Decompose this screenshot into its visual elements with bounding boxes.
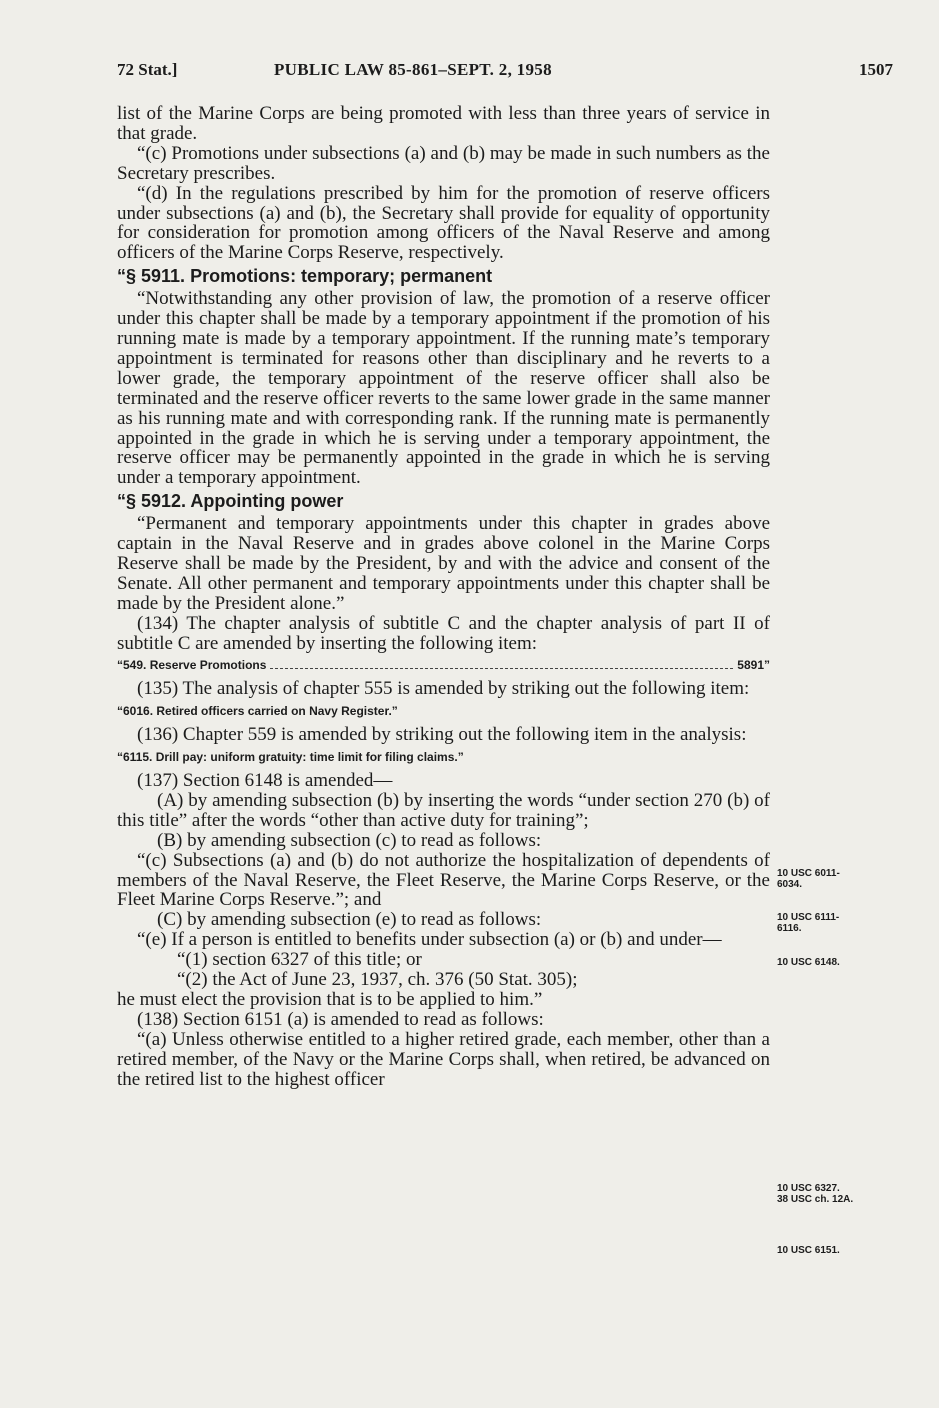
paragraph: (134) The chapter analysis of subtitle C and the chapter analysis of part II of subtitle C are amended by inserting the following item: [117,612,770,654]
section-heading-5911: “§ 5911. Promotions: temporary; permanent [117,266,493,287]
margin-citation: 10 USC 6111- 6116. [777,912,840,934]
margin-citation: 10 USC 6327. 38 USC ch. 12A. [777,1183,854,1205]
paragraph: (C) by amending subsection (e) to read as follows: [157,909,542,931]
paragraph: (A) by amending subsection (b) by inserting the words “under section 270 (b) of this title” after the words “other than active duty for training”; [117,789,770,831]
analysis-item-549 [117,656,770,676]
paragraph: (135) The analysis of chapter 555 is amended by striking out the following item: [137,678,750,700]
paragraph: “(a) Unless otherwise entitled to a higher retired grade, each member, other than a retired member, of the Navy or the Marine Corps shall, when retired, be advanced on the retired list to the highest officer [117,1028,770,1090]
paragraph: (B) by amending subsection (c) to read as follows: [157,829,542,851]
paragraph: (138) Section 6151 (a) is amended to read as follows: [137,1008,544,1030]
paragraph: “Permanent and temporary appointments under this chapter in grades above captain in the Naval Reserve and in grades above colonel in the Marine Corps Reserve shall be made by the President, by and with the advice and consent of the Senate. All other permanent and temporary appointments under this chapter shall be made by the President alone.” [117,513,770,614]
paragraph: “(e) If a person is entitled to benefits under subsection (a) or (b) and under— [137,929,722,951]
main-text [117,104,770,1090]
paragraph: “(2) the Act of June 23, 1937, ch. 376 (50 Stat. 305); [177,969,578,991]
paragraph: “(c) Subsections (a) and (b) do not authorize the hospitalization of dependents of members of the Naval Reserve, the Fleet Reserve, the Marine Corps Reserve, or the Fleet Marine Corps Reserve.”; and [117,849,770,911]
analysis-item-6115: “6115. Drill pay: uniform gratuity: time limit for filing claims.” [117,750,464,765]
paragraph: list of the Marine Corps are being promoted with less than three years of service in that grade. [117,103,770,144]
header-title: PUBLIC LAW 85-861–SEPT. 2, 1958 [274,60,552,79]
analysis-item-6016: “6016. Retired officers carried on Navy Register.” [117,704,398,719]
paragraph: (137) Section 6148 is amended— [137,770,393,791]
header-stat-reference: 72 Stat.] [117,60,178,79]
paragraph: “(c) Promotions under subsections (a) and (b) may be made in such numbers as the Secretary prescribes. [117,142,770,184]
paragraph: “(d) In the regulations prescribed by him for the promotion of reserve officers under subsections (a) and (b), the Secretary shall provide for equality of opportunity for consideration for promotion among officers of the Naval Reserve and among officers of the Marine Corps Reserve, respectively. [117,182,770,264]
margin-citation: 10 USC 6011- 6034. [777,868,840,890]
running-header [117,60,893,84]
paragraph: (136) Chapter 559 is amended by striking out the following item in the analysis: [137,724,747,746]
analysis-item-label: “549. Reserve Promotions [117,658,267,673]
section-heading-5912: “§ 5912. Appointing power [117,491,344,512]
dot-leader [270,668,733,669]
paragraph: “(1) section 6327 of this title; or [177,949,422,971]
margin-citation: 10 USC 6151. [777,1245,840,1256]
page-number: 1507 [859,60,893,79]
margin-citation: 10 USC 6148. [777,957,840,968]
paragraph: he must elect the provision that is to be applied to him.” [117,988,543,1010]
paragraph: “Notwithstanding any other provision of law, the promotion of a reserve officer under this chapter shall be made by a temporary appointment if the promotion of his running mate is made by a temporary appointment. If the running mate’s temporary appointment is terminated for reasons other than disciplinary and he reverts to a lower grade, the temporary appointment of the reserve officer shall also be terminated and the reserve officer reverts to the same lower grade in the same manner as his running mate and with corresponding rank. If the running mate is permanently appointed in the grade in which he is serving under a temporary appointment, the reserve officer may be permanently appointed in the grade in which he is serving under a temporary appointment. [117,288,770,489]
analysis-item-number: 5891” [737,658,770,673]
